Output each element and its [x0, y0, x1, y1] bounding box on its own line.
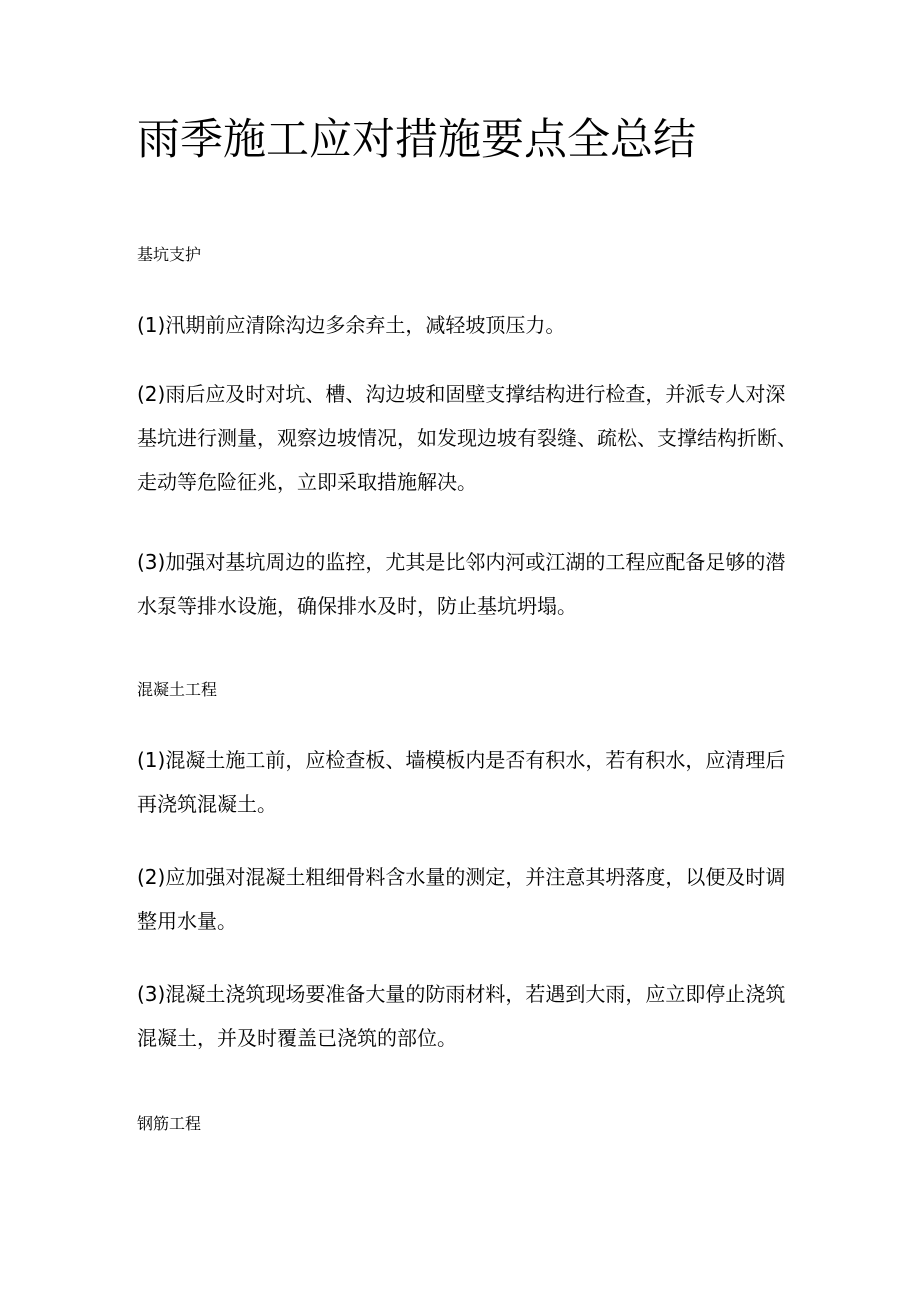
- paragraph-line: (1)汛期前应清除沟边多余弃土，减轻坡顶压力。: [137, 313, 566, 337]
- paragraph-concrete-1: [137, 738, 797, 826]
- paragraph-line: (1)混凝土施工前，应检查板、墙模板内是否有积水，若有积水，应清理后: [137, 748, 786, 772]
- paragraph-line: 走动等危险征兆，立即采取措施解决。: [137, 470, 477, 494]
- paragraph-line: 基坑进行测量，观察边坡情况，如发现边坡有裂缝、疏松、支撑结构折断、: [137, 426, 797, 450]
- paragraph-line: 再浇筑混凝土。: [137, 792, 277, 816]
- paragraph-line: 混凝土，并及时覆盖已浇筑的部位。: [137, 1026, 457, 1050]
- paragraph-foundation-3: [137, 540, 797, 628]
- paragraph-line: (2)应加强对混凝土粗细骨料含水量的测定，并注意其坍落度，以便及时调: [137, 865, 786, 889]
- page-title: 雨季施工应对措施要点全总结: [137, 115, 696, 165]
- section-heading-concrete: 混凝土工程: [137, 680, 218, 699]
- paragraph-concrete-3: [137, 972, 797, 1060]
- paragraph-foundation-2: [137, 372, 797, 504]
- paragraph-foundation-1: [137, 303, 797, 347]
- paragraph-line: (3)混凝土浇筑现场要准备大量的防雨材料，若遇到大雨，应立即停止浇筑: [137, 982, 786, 1006]
- paragraph-concrete-2: [137, 855, 797, 943]
- paragraph-line: 整用水量。: [137, 909, 237, 933]
- section-heading-foundation-pit: 基坑支护: [137, 245, 202, 264]
- paragraph-line: (2)雨后应及时对坑、槽、沟边坡和固壁支撑结构进行检查，并派专人对深: [137, 382, 786, 406]
- paragraph-line: 水泵等排水设施，确保排水及时，防止基坑坍塌。: [137, 594, 577, 618]
- paragraph-line: (3)加强对基坑周边的监控，尤其是比邻内河或江湖的工程应配备足够的潜: [137, 550, 786, 574]
- section-heading-rebar: 钢筋工程: [137, 1114, 202, 1133]
